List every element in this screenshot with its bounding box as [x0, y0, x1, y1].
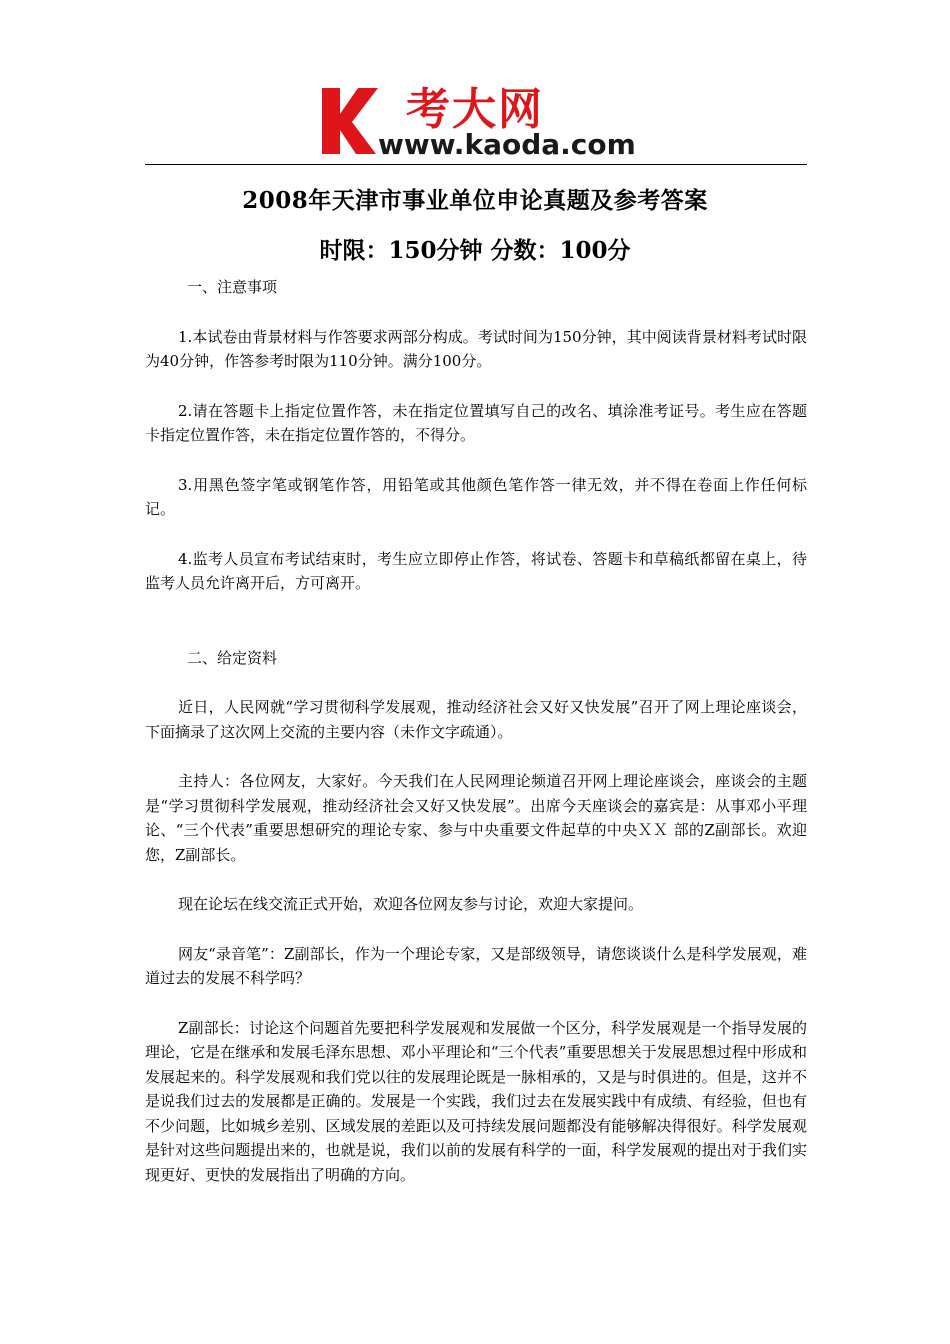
- note-paragraph: 4.监考人员宣布考试结束时，考生应立即停止作答，将试卷、答题卡和草稿纸都留在桌上，待监考人员允许离开后，方可离开。: [145, 549, 807, 592]
- material-paragraph: 网友“录音笔”：Z副部长，作为一个理论专家，又是部级领导，请您谈谈什么是科学发展观，难道过去的发展不科学吗？: [145, 944, 807, 987]
- spacer: [145, 621, 807, 646]
- kaoda-logo-graphic: [318, 80, 638, 158]
- section-heading-notes: 一、注意事项: [187, 278, 278, 296]
- material-paragraph: Z副部长：讨论这个问题首先要把科学发展观和发展做一个区分，科学发展观是一个指导发展的理论，它是在继承和发展毛泽东思想、邓小平理论和“三个代表”重要思想关于发展思想过程中形成和发展起来的。科学发展观和我们党以往的发展理论既是一脉相承的，又是与时俱进的。但是，这并不是说我们过去的发展都是正确的。发展是一个实践，我们过去在发展实践中有成绩、有经验，但也有不少问题，比如城乡差别、区域发展的差距以及可持续发展问题都没有能够解决得很好。科学发展观是针对这些问题提出来的，也就是说，我们以前的发展有科学的一面，科学发展观的提出对于我们实现更好、更快的发展指出了明确的方向。: [145, 1018, 807, 1184]
- logo-url-text: www.kaoda.com: [378, 128, 636, 158]
- material-paragraph: 主持人：各位网友，大家好。今天我们在人民网理论频道召开网上理论座谈会，座谈会的主题是“学习贯彻科学发展观，推动经济社会又好又快发展”。出席今天座谈会的嘉宾是：从事邓小平理论、“三个代表”重要思想研究的理论专家、参与中央重要文件起草的中央ＸＸ 部的Z副部长。欢迎您，Z副部长。: [145, 772, 807, 864]
- section-heading-materials: 二、给定资料: [187, 648, 278, 667]
- material-paragraph: 现在论坛在线交流正式开始，欢迎各位网友参与讨论，欢迎大家提问。: [178, 895, 644, 913]
- document-body: [145, 275, 807, 1212]
- document-title: 2008年天津市事业单位申论真题及参考答案: [242, 187, 708, 214]
- note-paragraph: 2.请在答题卡上指定位置作答，未在指定位置填写自己的改名、填涂准考证号。考生应在答题卡指定位置作答，未在指定位置作答的，不得分。: [145, 401, 807, 444]
- document-subtitle: 时限：150分钟 分数：100分: [319, 237, 631, 264]
- note-paragraph: 3.用黑色签字笔或钢笔作答，用铅笔或其他颜色笔作答一律无效，并不得在卷面上作任何标记。: [145, 475, 807, 518]
- k-mark-icon: [322, 88, 378, 154]
- note-paragraph: 1.本试卷由背景材料与作答要求两部分构成。考试时间为150分钟，其中阅读背景材料考试时限为40分钟，作答参考时限为110分钟。满分100分。: [145, 327, 807, 370]
- logo-brand-text: 考大网: [406, 84, 544, 135]
- header-divider: [145, 164, 807, 165]
- material-paragraph: 近日，人民网就“学习贯彻科学发展观，推动经济社会又好又快发展”召开了网上理论座谈会，下面摘录了这次网上交流的主要内容（未作文字疏通）。: [145, 698, 807, 741]
- kaoda-logo: [318, 80, 638, 158]
